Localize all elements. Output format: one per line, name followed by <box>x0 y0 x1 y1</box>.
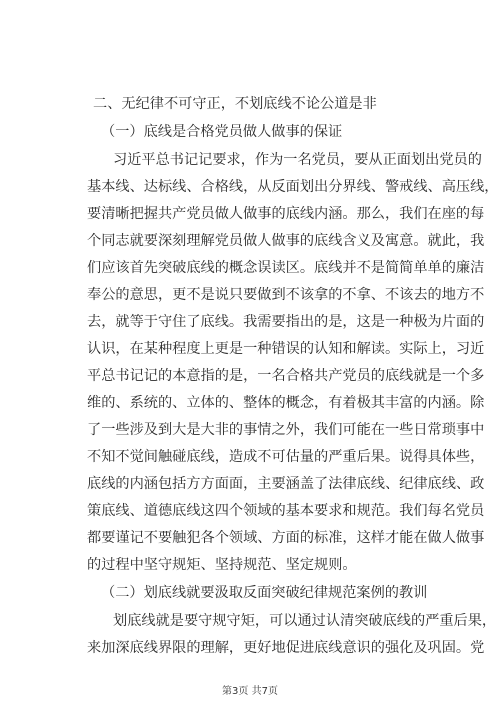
paragraph-1-line: 不知不觉间触碰底线，造成不可估量的严重后果。说得具体些， <box>87 449 485 465</box>
paragraph-1-line: 策底线、道德底线这四个领域的基本要求和规范。我们每名党员 <box>87 503 485 519</box>
paragraph-1-line: 平总书记记的本意指的是，一名合格共产党员的底线就是一个多 <box>87 368 485 384</box>
subheading-1: （一）底线是合格党员做人做事的保证 <box>101 124 343 140</box>
paragraph-1-line: 的过程中坚守规矩、坚持规范、坚定规则。 <box>87 557 357 573</box>
paragraph-1-line: 们应该首先突破底线的概念误读区。底线并不是简简单单的廉洁 <box>87 260 485 276</box>
paragraph-1-line: 习近平总书记记要求，作为一名党员，要从正面划出党员的 <box>113 152 482 168</box>
subheading-2: （二）划底线就要汲取反面突破纪律规范案例的教训 <box>101 585 428 601</box>
paragraph-1-line: 了一些涉及到大是大非的事情之外，我们可能在一些日常琐事中 <box>87 422 485 438</box>
section-heading: 二、无纪律不可守正，不划底线不论公道是非 <box>93 96 377 112</box>
paragraph-1-line: 去，就等于守住了底线。我需要指出的是，这是一种极为片面的 <box>87 314 485 330</box>
paragraph-1-line: 要清晰把握共产党员做人做事的底线内涵。那么，我们在座的每 <box>87 206 485 222</box>
paragraph-1-line: 底线的内涵包括方方面面，主要涵盖了法律底线、纪律底线、政 <box>87 476 485 492</box>
paragraph-1-line: 维的、系统的、立体的、整体的概念，有着极其丰富的内涵。除 <box>87 395 485 411</box>
paragraph-1-line: 奉公的意思，更不是说只要做到不该拿的不拿、不该去的地方不 <box>87 287 485 303</box>
paragraph-2-line: 划底线就是要守规守矩，可以通过认清突破底线的严重后果， <box>113 613 497 629</box>
paragraph-1-line: 都要谨记不要触犯各个领域、方面的标准，这样才能在做人做事 <box>87 530 485 546</box>
page-footer: 第3页 共7页 <box>222 686 278 697</box>
paragraph-2-line: 来加深底线界限的理解，更好地促进底线意识的强化及巩固。党 <box>87 640 485 656</box>
paragraph-1-line: 基本线、达标线、合格线，从反面划出分界线、警戒线、高压线， <box>87 179 499 195</box>
paragraph-1-line: 个同志就要深刻理解党员做人做事的底线含义及寓意。就此，我 <box>87 233 485 249</box>
paragraph-1-line: 认识，在某种程度上更是一种错误的认知和解读。实际上，习近 <box>87 341 485 357</box>
